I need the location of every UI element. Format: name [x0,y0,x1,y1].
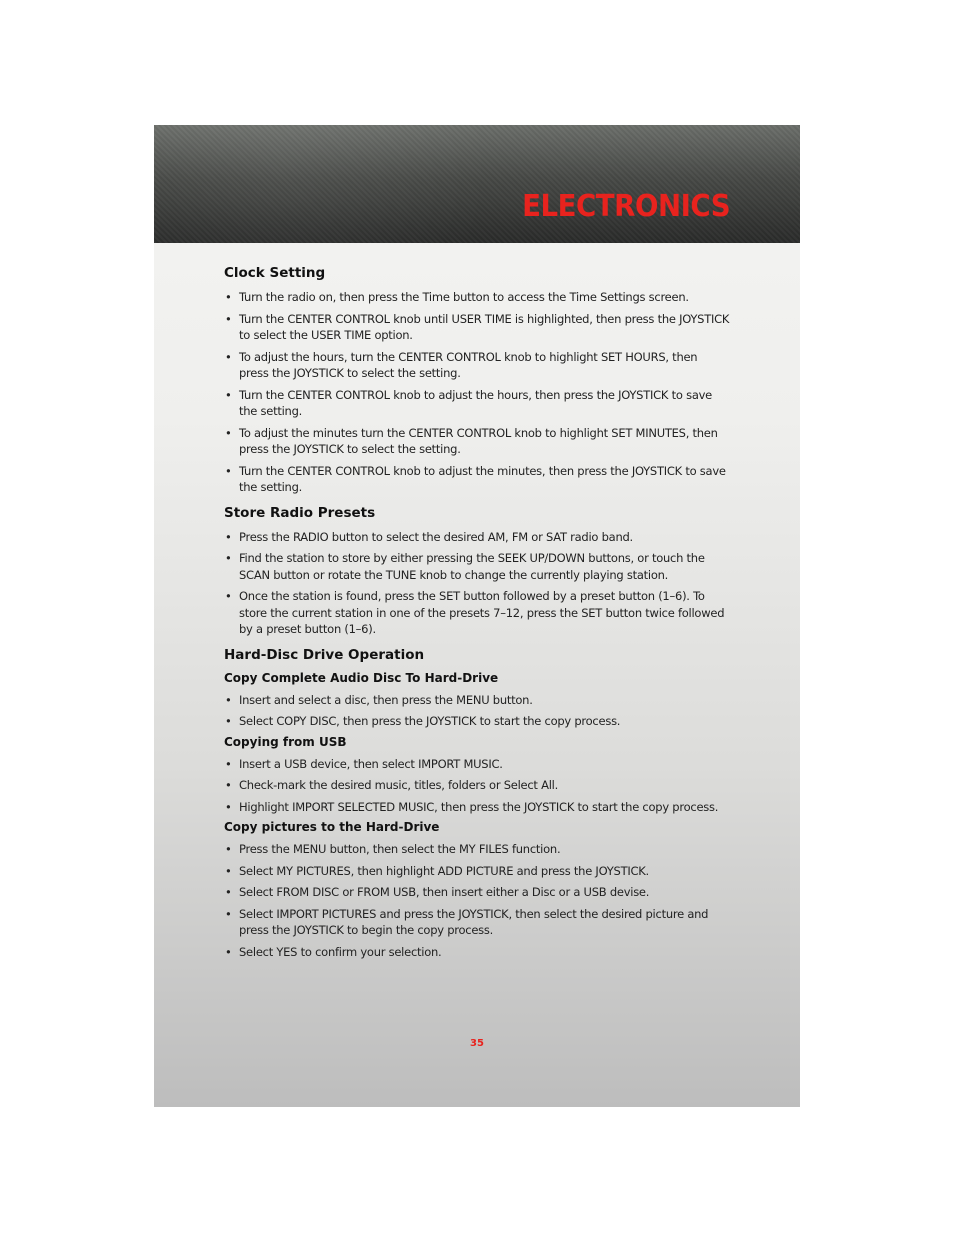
clock-setting-heading: Clock Setting [224,265,326,281]
clock-setting-section [224,265,730,496]
page-number: 35 [470,1038,484,1049]
manual-page [154,125,800,1107]
list-item: • Turn the CENTER CONTROL knob until USER TIME is highlighted, then press the JOYSTICK to select the USER TIME option. [224,311,730,344]
copy-usb-list [224,756,730,816]
list-item: • Select YES to confirm your selection. [224,944,730,961]
list-item: • Turn the CENTER CONTROL knob to adjust the minutes, then press the JOYSTICK to save the setting. [224,463,730,496]
clock-setting-list [224,289,730,496]
copy-pictures-list [224,841,730,960]
list-item: • Select FROM DISC or FROM USB, then insert either a Disc or a USB devise. [224,884,730,901]
list-item: • Insert and select a disc, then press the MENU button. [224,692,730,709]
list-item: • Select IMPORT PICTURES and press the JOYSTICK, then select the desired picture and press the JOYSTICK to begin the copy process. [224,906,730,939]
list-item: • Highlight IMPORT SELECTED MUSIC, then press the JOYSTICK to start the copy process. [224,799,730,816]
copy-usb-heading: Copying from USB [224,734,347,749]
copy-audio-heading: Copy Complete Audio Disc To Hard-Drive [224,670,499,685]
list-item: • Turn the radio on, then press the Time button to access the Time Settings screen. [224,289,730,306]
list-item: • To adjust the minutes turn the CENTER CONTROL knob to highlight SET MINUTES, then press the JOYSTICK to select the setting. [224,425,730,458]
page-content [224,265,730,969]
copy-pictures-heading: Copy pictures to the Hard-Drive [224,820,440,834]
store-radio-presets-section [224,505,730,638]
list-item: • To adjust the hours, turn the CENTER CONTROL knob to highlight SET HOURS, then press the JOYSTICK to select the setting. [224,349,730,382]
list-item: • Select MY PICTURES, then highlight ADD PICTURE and press the JOYSTICK. [224,863,730,880]
copy-audio-list [224,692,730,730]
section-title: ELECTRONICS [521,189,730,224]
section-header-banner [154,125,800,243]
store-radio-presets-heading: Store Radio Presets [224,504,376,521]
list-item: • Once the station is found, press the SET button followed by a preset button (1–6). To store the current station in one of the presets 7–12, press the SET button twice followed by a preset button (1–6). [224,588,730,638]
list-item: • Select COPY DISC, then press the JOYSTICK to start the copy process. [224,713,730,730]
hard-disc-heading: Hard-Disc Drive Operation [224,646,425,663]
list-item: • Check-mark the desired music, titles, folders or Select All. [224,777,730,794]
list-item: • Press the MENU button, then select the MY FILES function. [224,841,730,858]
list-item: • Insert a USB device, then select IMPORT MUSIC. [224,756,730,773]
list-item: • Press the RADIO button to select the desired AM, FM or SAT radio band. [224,529,730,546]
store-radio-presets-list [224,529,730,638]
list-item: • Turn the CENTER CONTROL knob to adjust the hours, then press the JOYSTICK to save the setting. [224,387,730,420]
list-item: • Find the station to store by either pressing the SEEK UP/DOWN buttons, or touch the SCAN button or rotate the TUNE knob to change the currently playing station. [224,550,730,583]
hard-disc-section [224,647,730,961]
